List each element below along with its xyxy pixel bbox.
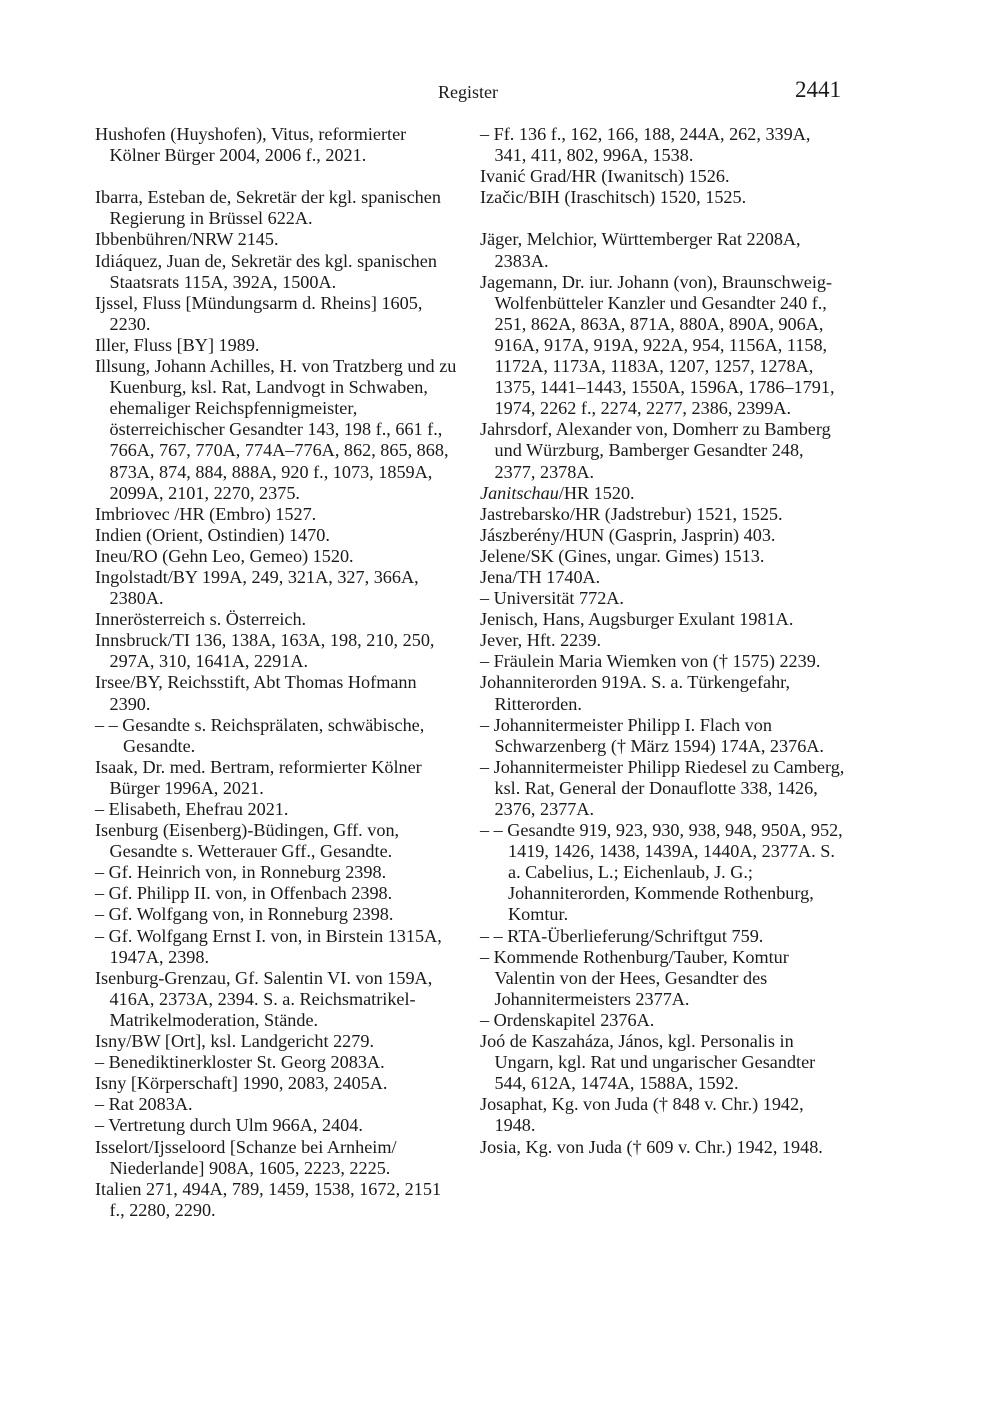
index-entry-text: Jahrsdorf, Alexander von, Domherr zu Bamberg und Würzburg, Bamberger Gesandter 248, 2377, 2378A. xyxy=(480,419,831,482)
index-entry-text: Imbriovec /HR (Embro) 1527. xyxy=(95,503,317,524)
index-entry-text: Ingolstadt/BY 199A, 249, 321A, 327, 366A, 2380A. xyxy=(95,566,419,609)
index-entry xyxy=(95,1137,460,1179)
index-entry xyxy=(480,1094,845,1136)
index-entry-text: Johanniterorden 919A. S. a. Türkengefahr, Ritterorden. xyxy=(480,672,791,714)
index-entry xyxy=(95,546,460,567)
index-entry-text: Isny/BW [Ort], ksl. Landgericht 2279. xyxy=(95,1031,374,1052)
index-entry-text: – Rat 2083A. xyxy=(95,1094,193,1115)
index-column-right xyxy=(480,124,845,1158)
index-entry-text: Irsee/BY, Reichsstift, Abt Thomas Hofmann 2390. xyxy=(95,672,417,714)
index-entry xyxy=(480,609,845,630)
index-entry xyxy=(480,651,845,672)
index-entry-text: Jäger, Melchior, Württemberger Rat 2208A, 2383A. xyxy=(480,229,801,271)
index-entry-text: Ijssel, Fluss [Mündungsarm d. Rheins] 1605, 2230. xyxy=(95,292,423,334)
index-entry xyxy=(95,862,460,883)
index-entry-text: Isselort/Ijsseloord [Schanze bei Arnheim/ Niederlande] 908A, 1605, 2223, 2225. xyxy=(95,1136,397,1178)
index-entry xyxy=(480,419,845,482)
index-entry xyxy=(95,609,460,630)
index-entry xyxy=(480,187,845,208)
index-entry xyxy=(480,820,845,925)
index-entry xyxy=(95,525,460,546)
index-entry-text: Innsbruck/TI 136, 138A, 163A, 198, 210, 250, 297A, 310, 1641A, 2291A. xyxy=(95,630,435,672)
index-entry-text: Ibbenbühren/NRW 2145. xyxy=(95,229,279,250)
index-entry-text: – Fräulein Maria Wiemken von († 1575) 2239. xyxy=(480,651,821,672)
index-entry-text: – Gf. Wolfgang Ernst I. von, in Birstein 1315A, 1947A, 2398. xyxy=(95,925,442,967)
index-entry-text: Italien 271, 494A, 789, 1459, 1538, 1672, 2151 f., 2280, 2290. xyxy=(95,1178,442,1220)
index-entry-text: – Johannitermeister Philipp Riedesel zu Camberg, ksl. Rat, General der Donauflotte 338, 1426, 2376, 2377A. xyxy=(480,756,845,819)
entry-group-gap xyxy=(480,208,845,229)
index-entry-text: Joó de Kaszaháza, János, kgl. Personalis in Ungarn, kgl. Rat und ungarischer Gesandter 544, 612A, 1474A, 1588A, 1592. xyxy=(480,1031,816,1094)
index-entry xyxy=(95,1094,460,1115)
index-entry-text: Jever, Hft. 2239. xyxy=(480,630,601,651)
index-entry xyxy=(480,926,845,947)
index-entry xyxy=(95,124,460,166)
index-entry-text: Ivanić Grad/HR (Iwanitsch) 1526. xyxy=(480,166,730,187)
index-entry-text: Jastrebarsko/HR (Jadstrebur) 1521, 1525. xyxy=(480,503,783,524)
index-entry xyxy=(95,904,460,925)
index-entry-text: – Gf. Philipp II. von, in Offenbach 2398. xyxy=(95,883,393,904)
index-column-left xyxy=(95,124,460,1221)
index-entry xyxy=(95,1031,460,1052)
index-entry-text: Indien (Orient, Ostindien) 1470. xyxy=(95,524,330,545)
index-entry xyxy=(95,1052,460,1073)
index-entry-text: Isaak, Dr. med. Bertram, reformierter Kölner Bürger 1996A, 2021. xyxy=(95,756,422,798)
index-entry xyxy=(95,630,460,672)
index-entry-text: Hushofen (Huyshofen), Vitus, reformierter Kölner Bürger 2004, 2006 f., 2021. xyxy=(95,124,407,166)
index-entry-text: Josaphat, Kg. von Juda († 848 v. Chr.) 1942, 1948. xyxy=(480,1094,804,1136)
index-entry-text: Isenburg-Grenzau, Gf. Salentin VI. von 159A, 416A, 2373A, 2394. S. a. Reichsmatrikel-Matrikelmoderation, Stände. xyxy=(95,967,433,1030)
index-entry xyxy=(95,187,460,229)
index-entry xyxy=(480,124,845,166)
index-entry xyxy=(95,567,460,609)
index-entry xyxy=(480,1137,845,1158)
index-entry xyxy=(95,1179,460,1221)
index-entry-text: Jena/TH 1740A. xyxy=(480,566,601,587)
index-entry xyxy=(480,1010,845,1031)
index-entry xyxy=(480,166,845,187)
running-head xyxy=(0,77,1004,110)
index-entry xyxy=(95,293,460,335)
index-entry-text: Illsung, Johann Achilles, H. von Tratzberg und zu Kuenburg, ksl. Rat, Landvogt in Schwaben, ehemaliger Reichspfennigmeister, österreichischer Gesandter 143, 198 f., 661 f., 766A, 767, 770A, 774A–776A, 862, 865, 868, 873A, 874, 884, 888A, 920 f., 1073, 1859A, 2099A, 2101, 2270, 2375. xyxy=(95,356,457,503)
index-entry xyxy=(95,504,460,525)
index-entry-text: – Elisabeth, Ehefrau 2021. xyxy=(95,799,289,819)
index-entry xyxy=(480,757,845,820)
index-entry xyxy=(95,356,460,504)
index-entry xyxy=(95,968,460,1031)
index-entry xyxy=(95,251,460,293)
entry-group-gap xyxy=(95,166,460,187)
running-title: Register xyxy=(438,82,498,102)
index-entry xyxy=(480,715,845,757)
index-entry-text: – – Gesandte 919, 923, 930, 938, 948, 950A, 952, 1419, 1426, 1438, 1439A, 1440A, 2377A. S. a. Cabelius, L.; Eichenlaub, J. G.; Johanniterorden, Kommende Rothenburg, Komtur. xyxy=(480,820,843,925)
index-entry xyxy=(480,1031,845,1094)
index-entry-text: – Ff. 136 f., 162, 166, 188, 244A, 262, 339A, 341, 411, 802, 996A, 1538. xyxy=(480,124,811,166)
index-entry-text: Jenisch, Hans, Augsburger Exulant 1981A. xyxy=(480,609,794,630)
index-entry-text: Innerösterreich s. Österreich. xyxy=(95,609,307,630)
index-entry xyxy=(480,229,845,271)
index-entry xyxy=(95,1073,460,1094)
index-entry-text: – Kommende Rothenburg/Tauber, Komtur Valentin von der Hees, Gesandter des Johannitermeisters 2377A. xyxy=(480,946,789,1009)
index-entry xyxy=(95,1115,460,1136)
page-number: 2441 xyxy=(795,77,841,102)
index-entry-text: /HR 1520. xyxy=(558,482,635,503)
index-entry xyxy=(480,588,845,609)
index-entry-text: – Ordenskapitel 2376A. xyxy=(480,1009,655,1030)
index-entry-text: Jagemann, Dr. iur. Johann (von), Braunschweig-Wolfenbütteler Kanzler und Gesandter 240 f., 251, 862A, 863A, 871A, 880A, 890A, 906A, 916A, 917A, 919A, 922A, 954, 1156A, 1158, 1172A, 1173A, 1183A, 1207, 1257, 1278A, 1375, 1441–1443, 1550A, 1596A, 1786–1791, 1974, 2262 f., 2274, 2277, 2386, 2399A. xyxy=(480,271,835,419)
index-entry xyxy=(95,926,460,968)
index-entry xyxy=(480,504,845,525)
index-entry xyxy=(95,229,460,250)
index-entry xyxy=(95,757,460,799)
index-entry-text: – Gf. Heinrich von, in Ronneburg 2398. xyxy=(95,862,387,883)
index-entry-text: – Vertretung durch Ulm 966A, 2404. xyxy=(95,1115,363,1136)
index-entry xyxy=(480,567,845,588)
index-entry-text: – Benediktinerkloster St. Georg 2083A. xyxy=(95,1052,385,1073)
index-entry xyxy=(95,672,460,714)
index-entry xyxy=(95,799,460,820)
index-entry xyxy=(480,272,845,420)
index-entry-text: Izačic/BIH (Iraschitsch) 1520, 1525. xyxy=(480,187,747,208)
index-entry-text: Ineu/RO (Gehn Leo, Gemeo) 1520. xyxy=(95,545,354,566)
index-entry xyxy=(480,630,845,651)
index-entry-text: Jászberény/HUN (Gasprin, Jasprin) 403. xyxy=(480,524,776,545)
index-entry xyxy=(95,715,460,757)
index-entry-text: Josia, Kg. von Juda († 609 v. Chr.) 1942, 1948. xyxy=(480,1136,823,1157)
index-entry-text: – Johannitermeister Philipp I. Flach von Schwarzenberg († März 1594) 174A, 2376A. xyxy=(480,714,824,756)
index-entry-text: Idiáquez, Juan de, Sekretär des kgl. spanischen Staatsrats 115A, 392A, 1500A. xyxy=(95,250,437,292)
index-entry-text: – Gf. Wolfgang von, in Ronneburg 2398. xyxy=(95,904,394,925)
index-entry-text: Ibarra, Esteban de, Sekretär der kgl. spanischen Regierung in Brüssel 622A. xyxy=(95,187,441,229)
index-entry-text: – – RTA-Überlieferung/Schriftgut 759. xyxy=(480,925,764,946)
index-entry-text: – – Gesandte s. Reichsprälaten, schwäbische, Gesandte. xyxy=(95,714,425,756)
index-entry-text: Iller, Fluss [BY] 1989. xyxy=(95,334,260,355)
index-entry-text: Isenburg (Eisenberg)-Büdingen, Gff. von, Gesandte s. Wetterauer Gff., Gesandte. xyxy=(95,820,400,862)
index-entry xyxy=(480,672,845,714)
index-entry-text: – Universität 772A. xyxy=(480,588,624,609)
index-entry xyxy=(95,335,460,356)
index-entry-text: Isny [Körperschaft] 1990, 2083, 2405A. xyxy=(95,1073,388,1094)
index-entry xyxy=(95,820,460,862)
index-entry xyxy=(95,883,460,904)
index-entry-italic-term: Janitschau xyxy=(480,482,559,503)
index-entry-text: Jelene/SK (Gines, ungar. Gimes) 1513. xyxy=(480,545,765,566)
index-entry xyxy=(480,546,845,567)
index-entry xyxy=(480,483,845,504)
index-entry xyxy=(480,947,845,1010)
index-entry xyxy=(480,525,845,546)
